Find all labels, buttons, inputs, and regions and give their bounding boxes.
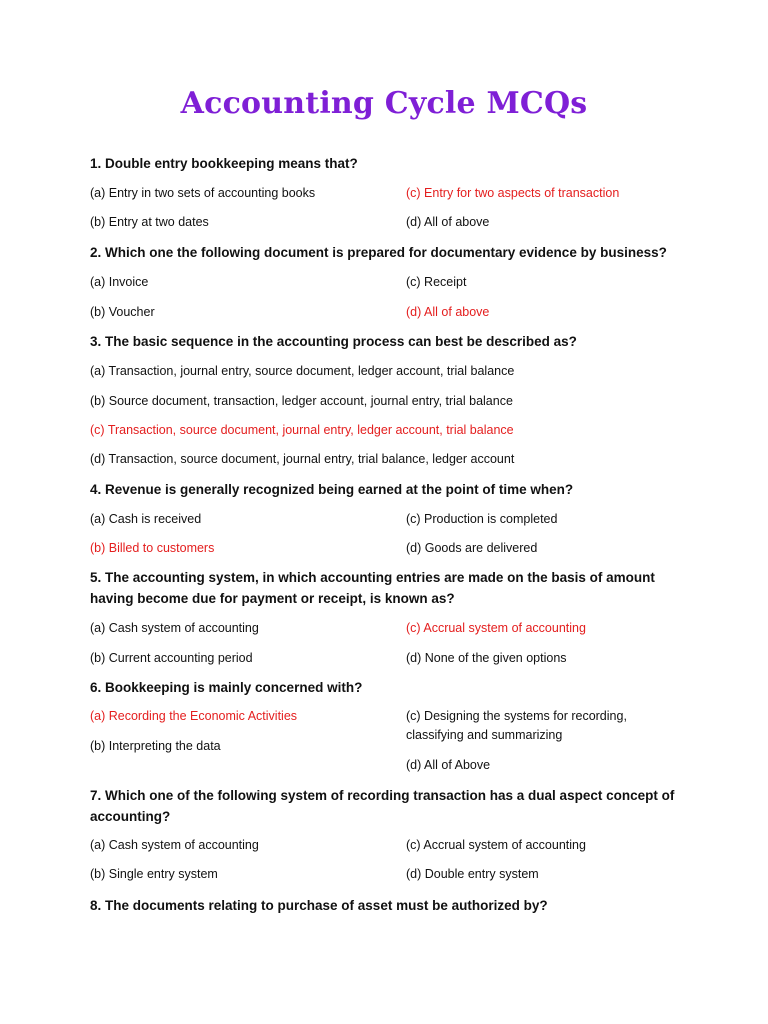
q3-option-d: (d) Transaction, source document, journal entry, trial balance, ledger account: [90, 452, 515, 466]
question-3: 3. The basic sequence in the accounting process can best be described as?: [90, 334, 577, 349]
q7-option-a: (a) Cash system of accounting: [90, 838, 259, 852]
question-5-line-2: having become due for payment or receipt, is known as?: [90, 591, 455, 606]
q2-option-d-correct: (d) All of above: [406, 305, 490, 319]
q7-option-b: (b) Single entry system: [90, 867, 218, 881]
question-2: 2. Which one the following document is prepared for documentary evidence by business?: [90, 245, 667, 260]
q5-option-b: (b) Current accounting period: [90, 651, 253, 665]
q6-option-a-correct: (a) Recording the Economic Activities: [90, 709, 298, 723]
question-5-line-1: 5. The accounting system, in which accounting entries are made on the basis of amount: [90, 570, 655, 585]
q3-option-b: (b) Source document, transaction, ledger account, journal entry, trial balance: [90, 394, 513, 408]
q6-option-c: (c) Designing the systems for recording, classifying and summarizing: [406, 709, 627, 742]
question-1: 1. Double entry bookkeeping means that?: [90, 156, 358, 171]
question-4: 4. Revenue is generally recognized being earned at the point of time when?: [90, 482, 574, 497]
page-title: Accounting Cycle MCQs: [180, 86, 588, 121]
question-8: 8. The documents relating to purchase of asset must be authorized by?: [90, 898, 548, 913]
question-7-line-1: 7. Which one of the following system of recording transaction has a dual aspect concept of: [90, 788, 675, 803]
q4-option-d: (d) Goods are delivered: [406, 541, 538, 555]
q6-option-d: (d) All of Above: [406, 758, 491, 772]
q1-option-b: (b) Entry at two dates: [90, 215, 209, 229]
q6-option-b: (b) Interpreting the data: [90, 739, 221, 753]
q4-option-b-correct: (b) Billed to customers: [90, 541, 215, 555]
q3-option-a: (a) Transaction, journal entry, source document, ledger account, trial balance: [90, 364, 515, 378]
question-7-line-2: accounting?: [90, 809, 171, 824]
q1-option-c-correct: (c) Entry for two aspects of transaction: [406, 186, 620, 200]
q1-option-a: (a) Entry in two sets of accounting books: [90, 186, 316, 200]
q2-option-a: (a) Invoice: [90, 275, 149, 289]
q3-option-c-correct: (c) Transaction, source document, journal entry, ledger account, trial balance: [90, 423, 514, 437]
q5-option-c-correct: (c) Accrual system of accounting: [406, 621, 586, 635]
q2-option-c: (c) Receipt: [406, 275, 467, 289]
q7-option-d: (d) Double entry system: [406, 867, 539, 881]
q5-option-d: (d) None of the given options: [406, 651, 567, 665]
q4-option-a: (a) Cash is received: [90, 512, 202, 526]
q7-option-c: (c) Accrual system of accounting: [406, 838, 586, 852]
q5-option-a: (a) Cash system of accounting: [90, 621, 259, 635]
q2-option-b: (b) Voucher: [90, 305, 155, 319]
q1-option-d: (d) All of above: [406, 215, 490, 229]
question-6: 6. Bookkeeping is mainly concerned with?: [90, 680, 363, 695]
q4-option-c: (c) Production is completed: [406, 512, 558, 526]
